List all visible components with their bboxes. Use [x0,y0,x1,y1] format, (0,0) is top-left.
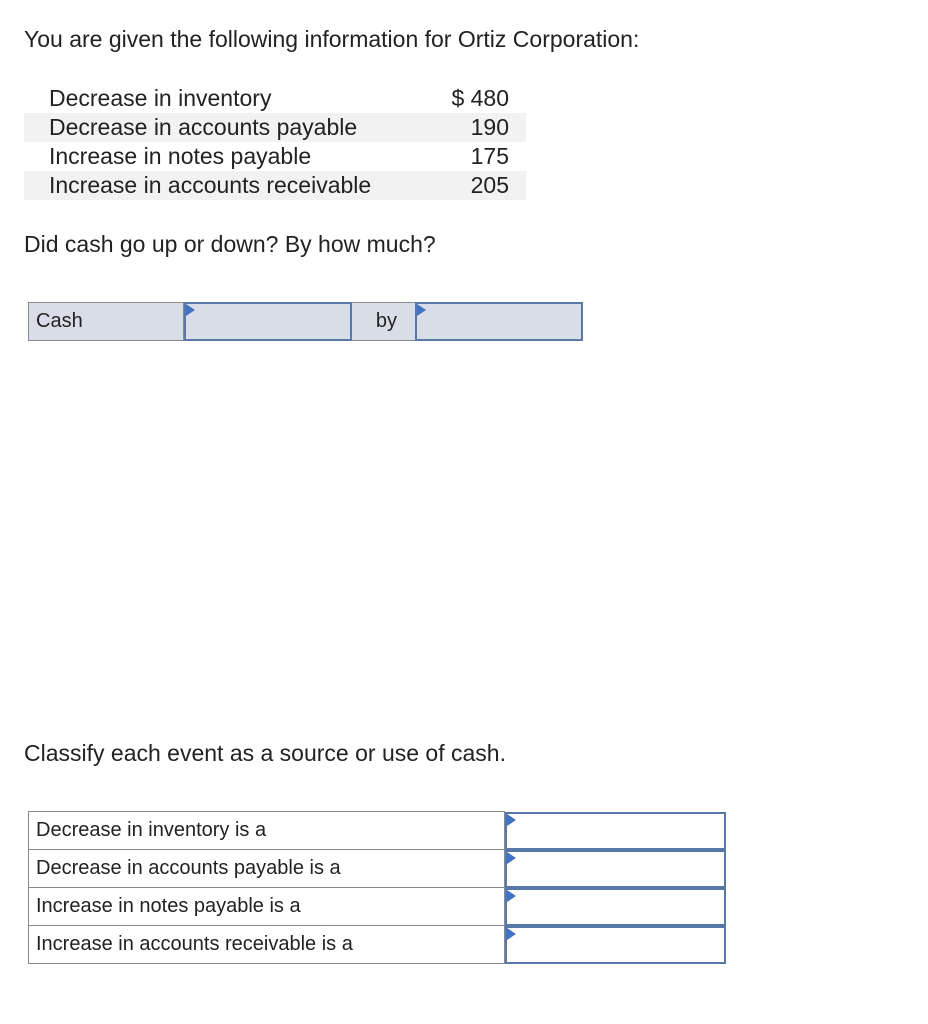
classify-row [29,812,727,850]
given-label: Decrease in accounts payable [24,113,437,142]
classify-dropdown[interactable] [505,926,726,964]
cash-label: Cash [28,302,184,341]
cash-direction-dropdown[interactable] [184,302,352,341]
classify-label: Increase in accounts receivable is a [29,926,505,964]
classify-label: Decrease in inventory is a [29,812,505,850]
classify-table [28,811,727,964]
given-value: 205 [437,171,526,200]
given-value: $ 480 [451,85,509,111]
given-label: Increase in accounts receivable [24,171,437,200]
classify-row [29,888,727,926]
dropdown-marker-icon [507,890,516,902]
dropdown-marker-icon [507,928,516,940]
classify-row [29,850,727,888]
classify-answer-cell [505,926,727,964]
given-label: Increase in notes payable [49,143,312,169]
question-text: Did cash go up or down? By how much? [24,231,436,257]
classify-prompt: Classify each event as a source or use of cash. [24,740,506,766]
dropdown-marker-icon [507,852,516,864]
classify-answer-cell [505,850,727,888]
by-label: by [375,310,397,332]
classify-answer-cell [505,888,727,926]
given-info-table [24,84,526,200]
classify-dropdown[interactable] [505,850,726,888]
intro-text: You are given the following information for Ortiz Corporation: [24,26,640,52]
given-row [24,142,526,171]
classify-answer-cell [505,812,727,850]
given-value: 175 [470,143,509,169]
classify-dropdown[interactable] [505,812,726,850]
dropdown-marker-icon [507,814,516,826]
given-row [24,113,526,142]
cash-answer-row [28,302,583,341]
classify-dropdown[interactable] [505,888,726,926]
classify-label: Decrease in accounts payable is a [29,850,505,888]
given-value: 190 [437,113,526,142]
given-label: Decrease in inventory [49,85,272,111]
dropdown-marker-icon [186,304,195,316]
input-marker-icon [417,304,426,316]
by-label-cell [352,302,415,341]
cash-amount-input[interactable] [415,302,583,341]
given-row [24,171,526,200]
classify-row [29,926,727,964]
classify-label: Increase in notes payable is a [29,888,505,926]
given-row [24,84,526,113]
